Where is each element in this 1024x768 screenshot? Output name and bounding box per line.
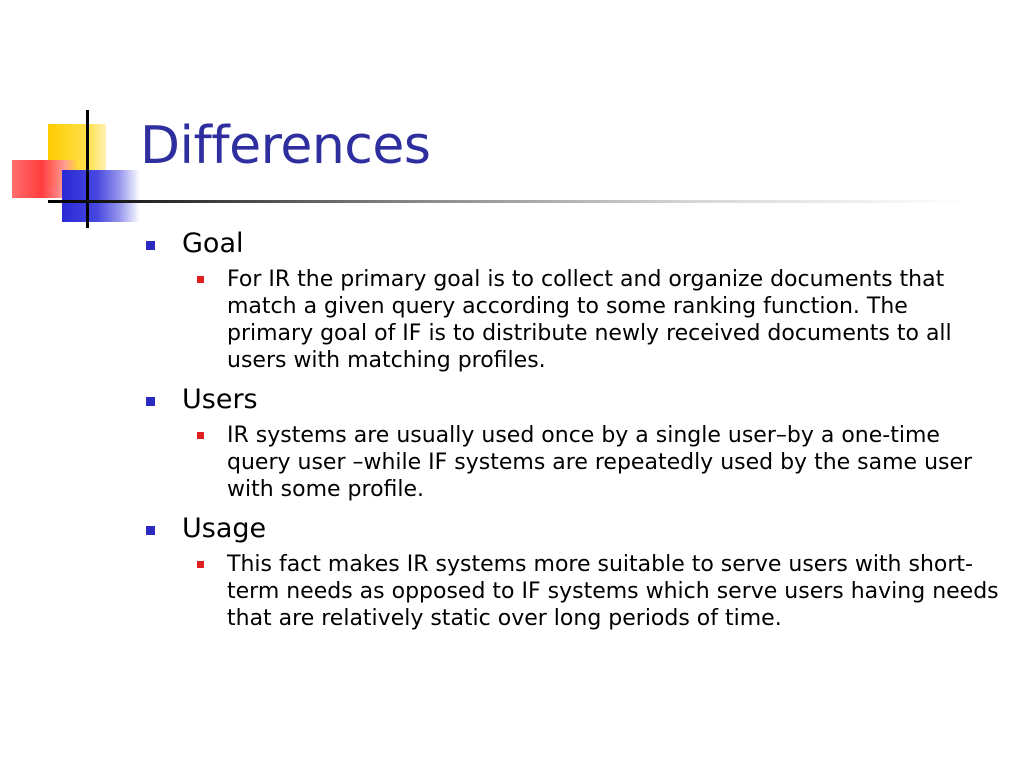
square-bullet-icon [146,241,155,250]
bullet-list [140,226,1000,640]
bullet-item-usage [140,511,1000,547]
square-bullet-icon [197,561,204,568]
decorative-logo [0,0,140,240]
sub-bullet-text: IR systems are usually used once by a single user–by a one-time query user –while IF systems are repeatedly used by the same user with some profile. [227,423,973,502]
bullet-item-goal [140,226,1000,262]
square-bullet-icon [146,397,155,406]
blue-square [62,170,140,222]
vertical-rule [86,110,89,228]
sub-bullet-item [227,551,1000,632]
bullet-label: Goal [182,228,244,259]
sub-bullet-text: This fact makes IR systems more suitable to serve users with short-term needs as opposed to IF systems which serve users having needs that are relatively static over long periods of time. [227,552,999,631]
bullet-label: Users [182,384,258,415]
sub-bullet-item [227,422,1000,503]
square-bullet-icon [146,526,155,535]
sub-bullet-text: For IR the primary goal is to collect and organize documents that match a given query according to some ranking function. The primary goal of IF is to distribute newly received documents to all users with matching profiles. [227,267,952,373]
square-bullet-icon [197,432,204,439]
bullet-item-users [140,382,1000,418]
sub-bullet-item [227,266,1000,374]
title-underline-rule [48,200,968,203]
slide-title: Differences [140,116,431,176]
bullet-label: Usage [182,513,267,544]
square-bullet-icon [197,276,204,283]
